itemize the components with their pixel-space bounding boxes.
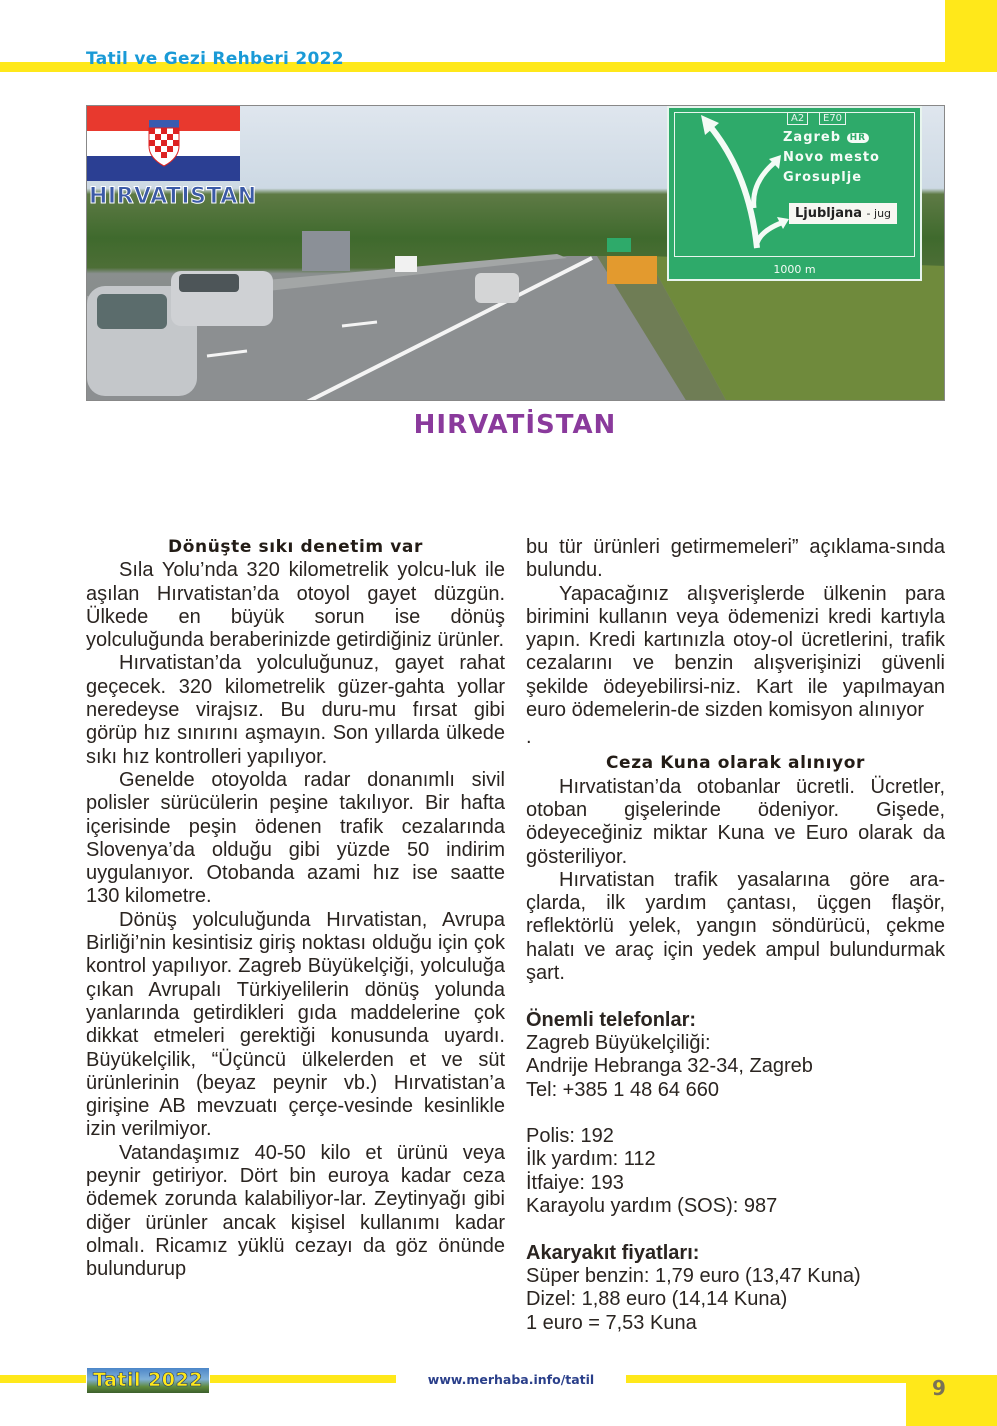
car-distant (475, 273, 519, 303)
phones-heading: Önemli telefonlar: (526, 1008, 697, 1031)
section-heading: Ceza Kuna olarak alınıyor (605, 753, 866, 774)
page-title: HIRVATİSTAN (413, 410, 617, 440)
sign-distance: 1000 m (773, 263, 816, 276)
article-paragraph: Vatandaşımız 40-50 kilo et ürünü veya peynir getiriyor. Dört bin euroya kadar ceza ödemek zorunda kalabiliyor-lar. Zeytinyağı gibi diğer ürünler ancak kişisel kullanımı kadar olmalı. Ricamız yüklü cezayı da göz önünde bulundurup (86, 1141, 505, 1281)
publication-title: Tatil ve Gezi Rehberi 2022 (86, 49, 344, 69)
article-right-column (526, 536, 945, 1335)
section-heading: Dönüşte sıkı denetim var (168, 537, 423, 557)
sign-route-tag: E70 (819, 112, 846, 125)
article-paragraph: Hırvatistan trafik yasalarına göre ara-çlarda, ilk yardım çantası, üçgen flaşör, reflektörlü yelek, yangın söndürücü, çekme halatı ve araç için yedek ampul bulundurmak şart. (526, 868, 945, 985)
embassy-line: Zagreb Büyükelçiliği: (526, 1031, 711, 1054)
small-green-sign (607, 238, 631, 252)
page-number: 9 (932, 1376, 946, 1400)
sign-arrows-icon (689, 113, 799, 253)
van-distant (395, 256, 417, 272)
emergency-number: Polis: 192 (526, 1125, 614, 1148)
fuel-heading: Akaryakıt fiyatları: (526, 1241, 700, 1264)
footer-url-link[interactable]: www.merhaba.info/tatil (427, 1372, 595, 1387)
hero-photo (86, 105, 945, 401)
spacer (526, 985, 945, 1008)
fuel-price-line: Süper benzin: 1,79 euro (13,47 Kuna) (526, 1264, 861, 1287)
emergency-number: Karayolu yardım (SOS): 987 (526, 1195, 778, 1218)
spacer (526, 1102, 945, 1125)
hero-country-label: HIRVATISTAN (89, 184, 257, 209)
highway-direction-sign (667, 106, 922, 281)
article-left-column (86, 536, 505, 1282)
sign-destination: Grosuplje (783, 170, 863, 185)
article-paragraph: Dönüş yolculuğunda Hırvatistan, Avrupa Birliği’nin kesintisiz giriş noktası olduğu için çok kontrol yapılıyor. Zagreb Büyükelçiği, yolculuğa çıkan Avrupalı Türkiyelilerin dönüş yolunda yanlarında getirdikleri gıda maddelerine çok dikkat etmeleri gerektiği konusunda uyardı. Büyükelçilik, “Üçüncü ülkelerden et ve süt ürünlerinin (beyaz peynir vb.) Hırvatistan’a girişine AB mevzuatı çerçe-vesinde kesinlikle izin verilmiyor. (86, 908, 505, 1141)
article-paragraph: Genelde otoyolda radar donanımlı sivil polisler sürücülerin peşine takılıyor. Bir hafta içerisinde peşin ödenen trafik cezalarında Slovenya’da olduğu gibi yüzde 50 indirim uygulanıyor. Otobanda azami hız ise saatte 130 kilometre. (86, 768, 505, 908)
stray-dot: . (526, 726, 532, 749)
emergency-number: İlk yardım: 112 (526, 1148, 656, 1171)
footer-logo (86, 1367, 210, 1394)
spacer (526, 1218, 945, 1241)
article-paragraph: Yapacağınız alışverişlerde ülkenin para birimini kullanın veya ödemenizi kredi kartıyla yapın. Kredi kartınızla otoy-ol ücretlerini, trafik cezalarını ve benzin alışverişinizi güvenli şekilde ödeyebilirsi-niz. Kart ile yapılmayan euro ödemelerin-de sizden komisyon alınıyor (526, 582, 945, 722)
sign-route-tag: A2 (787, 112, 808, 125)
sign-country-badge: HR (847, 133, 869, 143)
article-paragraph: Hırvatistan’da otobanlar ücretli. Ücretler, otoban gişelerinde ödeniyor. Gişede, ödeyeceğiniz miktar Kuna ve Euro olarak da gösteriliyor. (526, 775, 945, 868)
embassy-address: Andrije Hebranga 32-34, Zagreb (526, 1055, 813, 1078)
car-silver-mid (171, 271, 273, 326)
sign-exit-suffix: - jug (866, 207, 892, 220)
article-paragraph: Sıla Yolu’nda 320 kilometrelik yolcu-luk ile aşılan Hırvatistan’da otoyol gayet düzgün. Ülkede en büyük sorun ise dönüş yolculuğunda beraberinizde getirdiğiniz ürünler. (86, 559, 505, 652)
sign-exit-plate (789, 203, 897, 224)
sign-exit-text: Ljubljana (795, 206, 863, 221)
coat-of-arms-icon (87, 106, 240, 181)
emergency-number: İtfaiye: 193 (526, 1171, 624, 1194)
sign-destination-text: Zagreb (783, 130, 842, 145)
billboard (302, 231, 350, 271)
embassy-phone: Tel: +385 1 48 64 660 (526, 1078, 719, 1101)
article-paragraph-continuation: bu tür ürünleri getirmemeleri” açıklama-sında bulundu. (526, 536, 945, 582)
article-paragraph: Hırvatistan’da yolculuğunuz, gayet rahat geçecek. 320 kilometrelik güzer-gahta yollar neredeyse virajsız. Bu duru-mu fırsat gibi görüp hız sınırını aşmayın. Son yıllarda ülkede sıkı hız kontrolleri yapılıyor. (86, 652, 505, 768)
fuel-price-line: Dizel: 1,88 euro (14,14 Kuna) (526, 1288, 788, 1311)
header-corner-block (945, 0, 997, 72)
orange-sign (607, 256, 657, 284)
croatia-flag (87, 106, 240, 181)
sign-destination: Novo mesto (783, 150, 880, 165)
exchange-rate-line: 1 euro = 7,53 Kuna (526, 1311, 697, 1334)
footer-logo-text: Tatil 2022 (93, 1369, 203, 1391)
